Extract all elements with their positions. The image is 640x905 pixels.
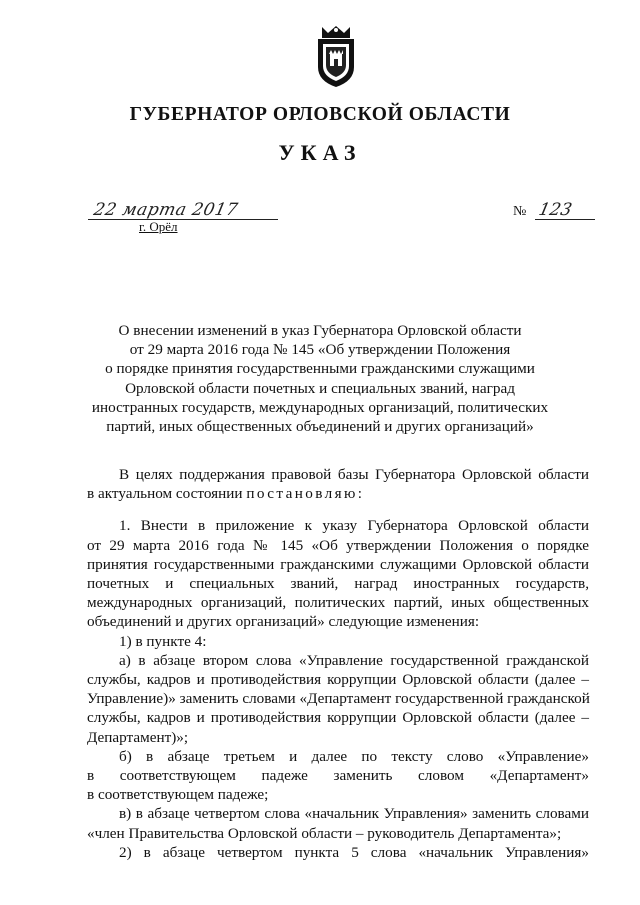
body-line: международных организаций, политических партий, иных общественных — [87, 594, 589, 612]
subitem-1 — [87, 632, 589, 651]
body-line: в соответствующем падеже; — [87, 786, 269, 804]
subitem-a — [87, 651, 589, 747]
preamble — [87, 465, 589, 503]
body-line: в соответствующем падеже заменить словом «Департамент» — [87, 767, 589, 785]
coat-of-arms-icon — [313, 25, 359, 89]
handwritten-number: 123 — [536, 200, 574, 220]
number-underline — [535, 219, 595, 220]
body-line: службы, кадров и противодействия коррупции Орловской области (далее – — [87, 671, 589, 689]
governor-title: ГУБЕРНАТОР ОРЛОВСКОЙ ОБЛАСТИ — [129, 104, 511, 125]
body-line: В целях поддержания правовой базы Губернатора Орловской области — [119, 466, 589, 483]
decree-body — [87, 465, 589, 862]
date-underline — [88, 219, 278, 220]
document-type: УКАЗ — [278, 140, 362, 165]
subitem-b — [87, 747, 589, 805]
subitem-2 — [87, 843, 589, 862]
decree-subject — [60, 321, 580, 436]
date-field — [88, 200, 278, 226]
subject-line: от 29 марта 2016 года № 145 «Об утверждении Положения — [129, 341, 511, 359]
body-line: службы, кадров и противодействия коррупции Орловской области (далее – — [87, 709, 589, 727]
body-line: 1) в пункте 4: — [119, 632, 207, 650]
number-field — [513, 200, 595, 226]
body-line: «член Правительства Орловской области – руководитель Департамента»; — [87, 824, 562, 842]
body-line: почетных и специальных званий, наград иностранных государств, — [87, 575, 589, 593]
number-label: № — [513, 204, 527, 219]
subject-line: о порядке принятия государственными гражданскими служащими — [105, 360, 535, 378]
subject-line: О внесении изменений в указ Губернатора Орловской области — [118, 322, 522, 339]
body-line: 1. Внести в приложение к указу Губернатора Орловской области — [119, 517, 589, 535]
city-label: г. Орёл — [139, 219, 178, 234]
subject-line: Орловской области почетных и специальных званий, наград — [125, 379, 515, 397]
item-1 — [87, 516, 589, 631]
body-line: в актуальном состоянии постановляю: — [87, 485, 362, 503]
body-line: Департамент)»; — [87, 728, 189, 746]
subject-line: партий, иных общественных объединений и других организаций» — [106, 418, 534, 436]
body-line: принятия государственными гражданскими служащими Орловской области — [87, 555, 589, 573]
subitem-c — [87, 804, 589, 842]
body-line: Управление)» заменить словами «Департамент государственной гражданской — [87, 690, 590, 708]
body-line: а) в абзаце втором слова «Управление государственной гражданской — [119, 651, 589, 669]
subject-line: иностранных государств, международных организаций, политических — [91, 398, 549, 416]
body-line: объединений и других организаций» следующие изменения: — [87, 613, 480, 631]
body-line: б) в абзаце третьем и далее по тексту слово «Управление» — [119, 747, 589, 765]
body-line: от 29 марта 2016 года № 145 «Об утверждении Положения о порядке — [87, 536, 589, 554]
decree-verb: постановляю — [246, 485, 358, 503]
handwritten-date: 22 марта 2017 — [91, 200, 240, 220]
body-line: в) в абзаце четвертом слова «начальник Управления» заменить словами — [119, 805, 589, 823]
body-line: 2) в абзаце четвертом пункта 5 слова «начальник Управления» — [119, 843, 589, 861]
